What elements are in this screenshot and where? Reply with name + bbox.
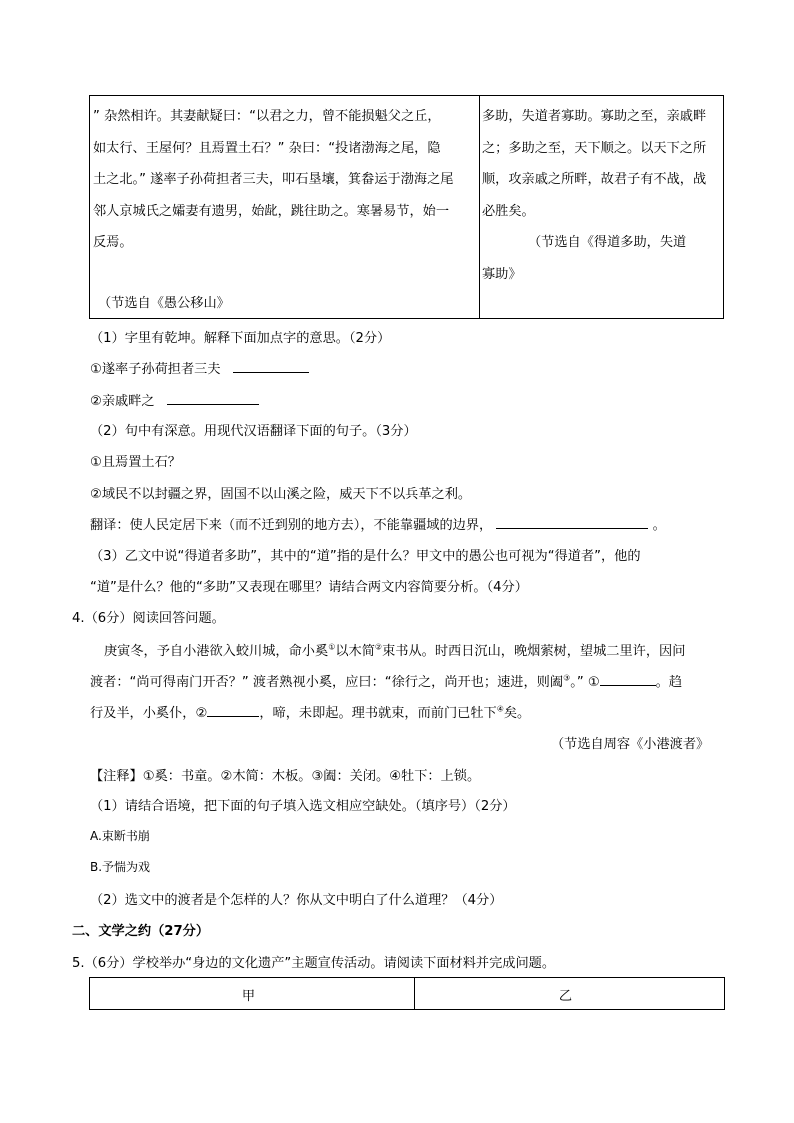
q4-option-a: A.束断书崩	[90, 829, 150, 843]
passage-jia-line: 如太行、王屋何？且焉置土石？” 杂曰：“投诸渤海之尾，隐	[93, 140, 441, 156]
q3-sub1-b-text: ②亲戚畔之	[90, 394, 155, 409]
note-marker: ③	[563, 673, 571, 683]
q4-text: 。” ①	[570, 675, 600, 690]
passage-jia-line: ” 杂然相许。其妻献疑曰：“以君之力，曾不能损魁父之丘，	[93, 109, 441, 124]
q4-text: 。趋	[655, 675, 683, 690]
q5-column-jia: 甲	[241, 989, 256, 1004]
passage-yi-line: 多助，失道者寡助。寡助之至，亲戚畔	[482, 109, 707, 124]
note-marker: ④	[496, 704, 504, 714]
q3-sub1-a	[90, 358, 309, 377]
note-marker: ①	[328, 642, 336, 652]
passage-yi-source-2: 寡助》	[482, 266, 522, 282]
passage-jia-line: 土之北。” 遂率子孙荷担者三夫，叩石垦壤，箕畚运于渤海之尾	[93, 172, 454, 187]
q5-column-yi: 乙	[558, 989, 573, 1004]
q3-translation-suffix: 。	[652, 518, 666, 533]
q4-passage-line2	[90, 671, 682, 690]
passage-yi-line: 之；多助之至，天下顺之。以天下之所	[482, 140, 707, 156]
answer-blank[interactable]	[207, 704, 259, 717]
q4-source: （节选自周容《小港渡者》	[551, 737, 710, 752]
q4-text: 矣。	[503, 706, 531, 721]
q3-translation-prefix: 翻译：使人民定居下来（而不迁到别的地方去），不能靠疆域的边界，	[90, 518, 493, 533]
q3-translation	[90, 514, 666, 533]
q3-sub1: （1）字里有乾坤。解释下面加点字的意思。（2分）	[90, 331, 391, 346]
passage-jia-line: 邻人京城氏之孀妻有遗男，始龀，跳往助之。寒暑易节，始一	[93, 203, 450, 219]
answer-blank[interactable]	[600, 673, 656, 686]
q3-sub3-line1: （3）乙文中说“得道者多助”，其中的“道”指的是什么？甲文中的愚公也可视为“得道者”，他的	[90, 549, 641, 564]
answer-blank[interactable]	[233, 360, 309, 373]
q4-passage-line1	[104, 640, 685, 659]
q4-sub1: （1）请结合语境，把下面的句子填入选文相应空缺处。（填序号）（2分）	[90, 799, 516, 814]
answer-blank[interactable]	[496, 516, 648, 529]
q4-option-b: B.予惴为戏	[90, 860, 151, 874]
q4-text: 行及半，小奚仆，②	[90, 706, 208, 721]
passage-yi-line: 顺，攻亲戚之所畔，故君子有不战，战	[482, 172, 707, 187]
q4-text: 渡者：“尚可得南门开否？” 渡者熟视小奚，应曰：“徐行之，尚开也；速进，则阖	[90, 675, 564, 690]
table-divider	[479, 96, 480, 318]
q4-notes: 【注释】①奚：书童。②木简：木板。③阖：关闭。④牡下：上锁。	[90, 769, 481, 784]
passage-yi	[482, 101, 722, 290]
note-marker: ②	[374, 642, 383, 652]
q4-sub2: （2）选文中的渡者是个怎样的人？你从文中明白了什么道理？（4分）	[90, 893, 503, 908]
passage-jia	[93, 101, 477, 259]
q4-text: 束书从。时西日沉山，晚烟萦树，望城二里许，因问	[382, 644, 686, 659]
q3-sub2-b: ②域民不以封疆之界，固国不以山溪之险，威天下不以兵革之利。	[90, 487, 472, 502]
q3-sub1-a-text: ①遂率子孙荷担者三夫	[90, 362, 221, 377]
section-title: 二、文学之约（27分）	[72, 924, 210, 939]
q3-sub2: （2）句中有深意。用现代汉语翻译下面的句子。（3分）	[90, 424, 417, 439]
passage-yi-line: 必胜矣。	[482, 203, 535, 219]
q4-passage-line3	[90, 702, 530, 721]
q5-header: 5.（6分）学校举办“身边的文化遗产”主题宣传活动。请阅读下面材料并完成问题。	[72, 956, 556, 971]
q4-text: 庚寅冬，予自小港欲入蛟川城，命小奚	[104, 644, 329, 659]
passage-yi-source-1: （节选自《得道多助，失道	[528, 235, 687, 250]
reading-comparison-table	[89, 95, 724, 319]
passage-jia-source: （节选自《愚公移山》	[98, 296, 230, 311]
q4-text: 以木简	[335, 644, 375, 659]
q5-material-table	[89, 977, 725, 1010]
q3-sub3-line2: “道”是什么？他的“多助”又表现在哪里？请结合两文内容简要分析。（4分）	[90, 580, 528, 595]
answer-blank[interactable]	[167, 392, 259, 405]
passage-jia-line: 反焉。	[93, 235, 133, 250]
q4-text: ，啼，未即起。理书就束，而前门已牡下	[259, 706, 497, 721]
q4-header: 4.（6分）阅读回答问题。	[72, 611, 225, 626]
q3-sub1-b	[90, 390, 259, 409]
q3-sub2-a: ①且焉置土石？	[90, 455, 181, 470]
